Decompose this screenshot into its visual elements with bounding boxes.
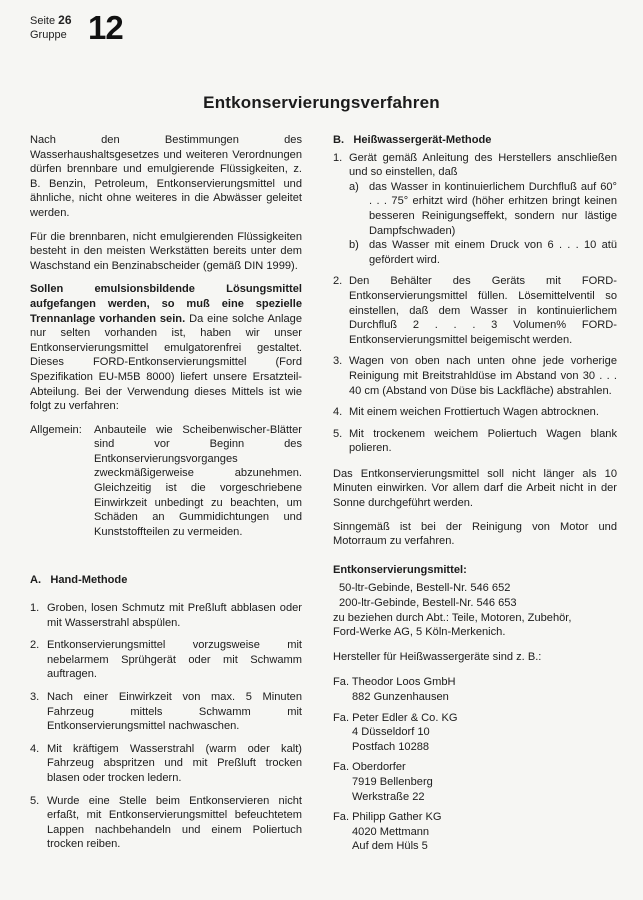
list-item <box>333 151 617 275</box>
benzinabscheider-paragraph: Für die brennbaren, nicht emulgierenden Flüssigkeiten besteht in den meisten Werkstätten bereits unter dem Waschstand ein Benzinabscheider (gemäß DIN 1999). <box>30 230 302 272</box>
section-b-letter: B. <box>333 134 345 146</box>
emulsion-paragraph <box>30 282 302 413</box>
address-city: 7919 Bellenberg <box>352 775 433 788</box>
intro-paragraph: Nach den Bestimmungen des Wasserhaushaltsgesetzes und weiteren Verordnungen dürfen brennbare und emulgierende Flüssigkeiten, z. B. Benzin, Petroleum, Entkonservierungsmittel und ähnliche, nicht ohne weiteres in die Abwässer geleitet werden. <box>30 134 302 219</box>
list-item-number: 1. <box>30 602 40 615</box>
mittel-line: 200-ltr-Gebinde, Bestell-Nr. 546 653 <box>339 597 517 610</box>
seite-label: Seite <box>30 15 56 27</box>
motorraum-paragraph: Sinngemäß ist bei der Reinigung von Motor und Motorraum zu verfahren. <box>333 520 617 548</box>
list-item-text: Wurde eine Stelle beim Entkonservieren nicht erfaßt, mit Entkonservierungsmittel befeuchtetem Lappen nachbehandeln und einem Poliertuch trocken reiben. <box>47 794 302 851</box>
address-block <box>333 810 617 854</box>
header-labels <box>30 13 72 42</box>
address-block <box>333 760 617 804</box>
mittel-block <box>333 581 617 639</box>
list-item-number: 3. <box>333 355 343 368</box>
list-item <box>30 601 302 630</box>
list-item-number: 2. <box>30 639 40 652</box>
list-item-text: Wagen von oben nach unten ohne jede vorherige Reinigung mit Breitstrahldüse im Abstand von 30 . . . 40 cm (Abstand von Düse bis Lackfläche) abstrahlen. <box>349 355 617 397</box>
emulsion-bold-text: Sollen emulsionsbildende Lösungsmittel aufgefangen werden, so muß eine spezielle Trennanlage vorhanden sein. <box>30 283 302 325</box>
address-company: Fa. Oberdorfer <box>333 761 406 774</box>
list-item <box>333 274 617 347</box>
sub-list-item <box>349 238 617 267</box>
list-item-number: 2. <box>333 275 343 288</box>
address-street: Auf dem Hüls 5 <box>352 840 428 853</box>
list-item <box>30 794 302 852</box>
section-a-letter: A. <box>30 574 42 587</box>
section-b-heading <box>333 133 617 148</box>
gruppe-number: 12 <box>88 9 123 46</box>
list-item-text: Mit kräftigem Wasserstrahl (warm oder kalt) Fahrzeug abspritzen und mit Preßluft trocken blasen oder trocken ledern. <box>47 742 302 784</box>
allgemein-block <box>30 423 302 540</box>
right-column <box>333 133 617 860</box>
list-item-text: Gerät gemäß Anleitung des Herstellers anschließen und so einstellen, daß <box>349 151 617 179</box>
sub-item-text: das Wasser mit einem Druck von 6 . . . 10 atü gefördert wird. <box>369 239 617 266</box>
address-city: 882 Gunzenhausen <box>352 691 449 703</box>
list-item-text: Mit trockenem weichem Poliertuch Wagen blank polieren. <box>349 427 617 455</box>
allgemein-text: Anbauteile wie Scheibenwischer-Blätter sind vor Beginn des Entkonservierungsvorganges zweckmäßigerweise abzunehmen. Gleichzeitig ist die vorgeschriebene Einwirkzeit unbedingt zu beachten, um Schäden an Gummidichtungen und Kunststoffteilen zu vermeiden. <box>94 423 302 538</box>
list-item-number: 4. <box>30 742 40 755</box>
list-item-number: 5. <box>30 794 40 807</box>
address-company: Fa. Theodor Loos GmbH <box>333 676 456 689</box>
left-column <box>30 133 302 860</box>
list-item-number: 4. <box>333 406 343 419</box>
hersteller-heading: Hersteller für Heißwassergeräte sind z. B.: <box>333 650 542 663</box>
list-item <box>30 690 302 734</box>
gruppe-label: Gruppe <box>30 29 67 41</box>
address-company: Fa. Philipp Gather KG <box>333 811 442 824</box>
list-item-number: 1. <box>333 151 343 164</box>
address-block <box>333 675 617 704</box>
list-item-number: 3. <box>30 691 40 703</box>
einwirkzeit-paragraph: Das Entkonservierungsmittel soll nicht länger als 10 Minuten einwirken. Vor allem darf die Arbeit nicht in der Sonne durchgeführt werden. <box>333 467 617 510</box>
mittel-line: Ford-Werke AG, 5 Köln-Merkenich. <box>333 626 506 639</box>
list-item-text: Den Behälter des Geräts mit FORD-Entkonservierungsmittel füllen. Lösemittelventil so einstellen, daß dem Wasser in kontinuierlichem Durchfluß 2 . . . 3 Volumen% FORD-Entkonservierungsmittel beigemischt werden. <box>349 275 617 346</box>
sub-item-text: das Wasser in kontinuierlichem Durchfluß auf 60° . . . 75° erhitzt wird (höher erhitzen bringt keinen besseren Reinigungseffekt, sondern nur lästige Dampfschwaden) <box>369 180 617 237</box>
address-company: Fa. Peter Edler & Co. KG <box>333 711 458 724</box>
list-item-text: Groben, losen Schmutz mit Preßluft abblasen oder mit Wasserstrahl abspülen. <box>47 602 302 629</box>
section-a-heading <box>30 573 302 588</box>
list-item-number: 5. <box>333 427 343 440</box>
mittel-line: zu beziehen durch Abt.: Teile, Motoren, Zubehör, <box>333 611 572 624</box>
address-city: 4 Düsseldorf 10 <box>352 726 430 739</box>
address-street: Postfach 10288 <box>352 740 430 753</box>
list-item <box>333 354 617 398</box>
section-b-title: Heißwassergerät-Methode <box>353 134 492 146</box>
address-block <box>333 711 617 755</box>
seite-number: 26 <box>58 13 72 27</box>
page-title: Entkonservierungsverfahren <box>203 93 440 112</box>
address-city: 4020 Mettmann <box>352 825 430 838</box>
section-a-title: Hand-Methode <box>50 574 128 587</box>
sub-list-item <box>349 180 617 238</box>
mittel-line: 50-ltr-Gebinde, Bestell-Nr. 546 652 <box>339 582 511 595</box>
list-item-text: Entkonservierungsmittel vorzugsweise mit nebelarmem Sprühgerät oder mit Schwamm auftragen. <box>47 639 302 681</box>
emulsion-text: Da eine solche Anlage nur selten vorhanden ist, haben wir unser Entkonservierungsmittel emulgatorenfrei gestaltet. Dieses FORD-Entkonservierungsmittel (Ford Spezifikation EU-M5B 8000) liefert unsere Ersatzteil-Abteilung. Bei der Verwendung dieses Mittels ist wie folgt zu verfahren: <box>30 312 302 413</box>
address-street: Werkstraße 22 <box>352 790 425 803</box>
list-item-text: Nach einer Einwirkzeit von max. 5 Minuten Fahrzeug mittels Schwamm mit Entkonservierungsmittel nachwaschen. <box>47 691 302 733</box>
sub-item-letter: a) <box>349 180 359 193</box>
allgemein-label: Allgemein: <box>30 423 82 436</box>
list-item <box>333 405 617 420</box>
list-item <box>30 742 302 786</box>
mittel-heading: Entkonservierungsmittel: <box>333 563 467 576</box>
list-item-text: Mit einem weichen Frottiertuch Wagen abtrocknen. <box>349 406 599 419</box>
sub-item-letter: b) <box>349 239 359 252</box>
list-item <box>333 427 617 456</box>
list-item <box>30 638 302 682</box>
page-header <box>30 9 123 46</box>
